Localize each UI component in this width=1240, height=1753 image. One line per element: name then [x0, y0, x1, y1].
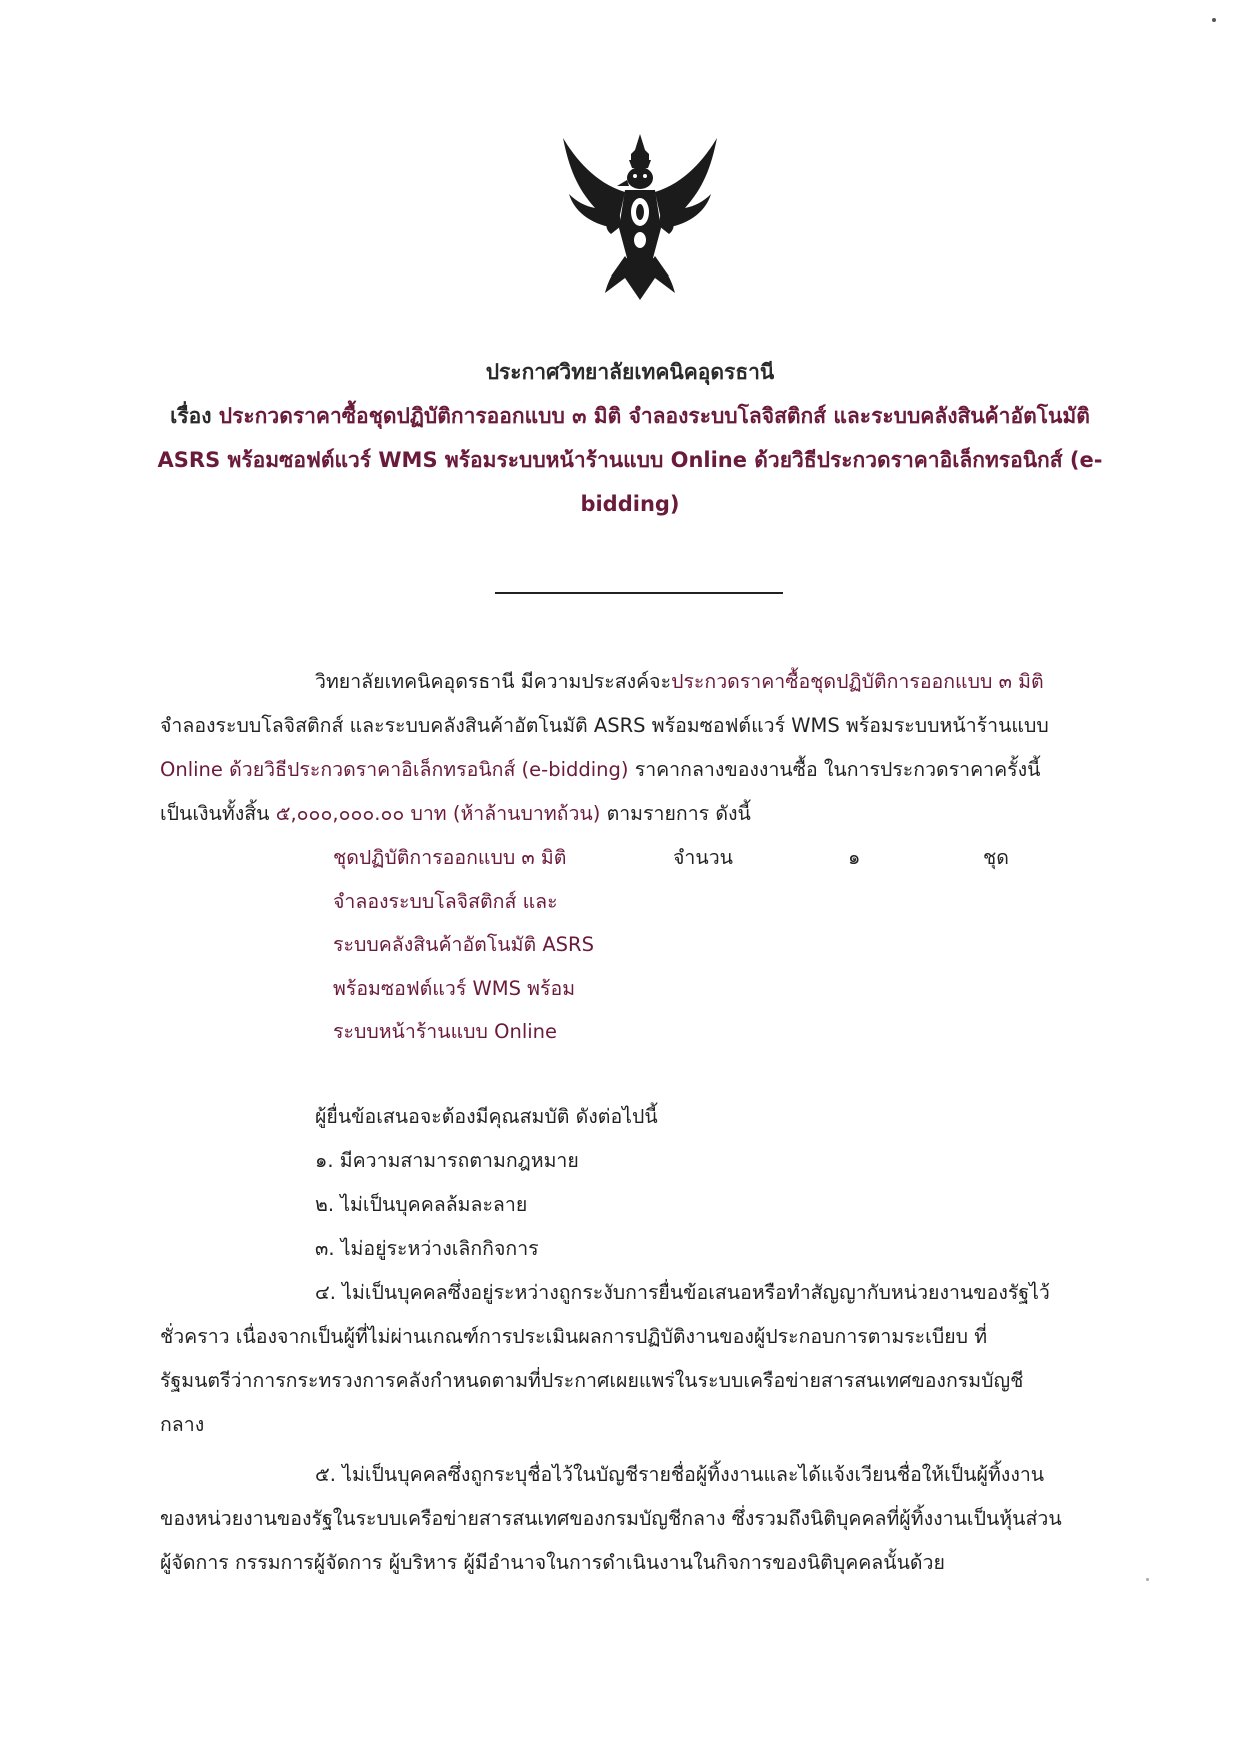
- subject-line-2: ASRS พร้อมซอฟต์แวร์ WMS พร้อมระบบหน้าร้านแบบ Online ด้วยวิธีประกวดราคาอิเล็กทรอนิกส์ (e-: [157, 448, 1103, 472]
- qualification-5-line-3: ผู้จัดการ กรรมการผู้จัดการ ผู้บริหาร ผู้มีอำนาจในการดำเนินงานในกิจการของนิติบุคคลนั้นด้วย: [160, 1551, 945, 1574]
- qualification-4-line-2: ชั่วคราว เนื่องจากเป็นผู้ที่ไม่ผ่านเกณฑ์การประเมินผลการปฏิบัติงานของผู้ประกอบการตามระเบียบ ที่: [160, 1325, 988, 1348]
- intro-line-3b: ราคากลางของงานซื้อ ในการประกวดราคาครั้งนี้: [628, 758, 1041, 781]
- qualifications-section: [160, 1095, 1105, 1585]
- item-name-line-5: ระบบหน้าร้านแบบ Online: [333, 1020, 558, 1043]
- quantity-unit: ชุด: [983, 846, 1009, 869]
- item-row-5: [333, 1010, 1033, 1054]
- intro-line-3: [160, 748, 1105, 792]
- item-name-line-2: จำลองระบบโลจิสติกส์ และ: [333, 889, 558, 913]
- item-name-line-4: พร้อมซอฟต์แวร์ WMS พร้อม: [333, 976, 576, 1000]
- qualification-3: ๓. ไม่อยู่ระหว่างเลิกกิจการ: [315, 1237, 539, 1260]
- qualification-5-line-2: ของหน่วยงานของรัฐในระบบเครือข่ายสารสนเทศของกรมบัญชีกลาง ซึ่งรวมถึงนิติบุคคลที่ผู้ทิ้งงานเป็นหุ้นส่วน: [160, 1507, 1062, 1530]
- intro-line-1: [160, 660, 1105, 704]
- item-row-4: [333, 967, 1033, 1011]
- subject-line-1: [150, 394, 1110, 438]
- qualification-1: ๑. มีความสามารถตามกฎหมาย: [315, 1149, 579, 1172]
- intro-line-4a: เป็นเงินทั้งสิ้น: [160, 802, 276, 825]
- intro-line-4c: ตามรายการ ดังนี้: [600, 802, 751, 825]
- item-row-3: [333, 923, 1033, 967]
- intro-line-1b: ประกวดราคาซื้อชุดปฏิบัติการออกแบบ ๓ มิติ: [671, 670, 1044, 693]
- subject-line-3: bidding): [580, 492, 680, 516]
- qualification-4-line-4: กลาง: [160, 1413, 205, 1436]
- item-name-line-3: ระบบคลังสินค้าอัตโนมัติ ASRS: [333, 933, 594, 956]
- item-row-1: [333, 836, 1033, 880]
- announcement-header: [150, 350, 1110, 526]
- qualifications-heading: ผู้ยื่นข้อเสนอจะต้องมีคุณสมบัติ ดังต่อไปนี้: [315, 1105, 658, 1128]
- quantity-value: ๑: [848, 846, 861, 869]
- issuer-title: ประกาศวิทยาลัยเทคนิคอุดรธานี: [485, 360, 775, 384]
- subject-prefix: เรื่อง: [170, 404, 212, 428]
- item-row-2: [333, 880, 1033, 924]
- garuda-emblem-icon: [555, 128, 725, 308]
- intro-line-1a: วิทยาลัยเทคนิคอุดรธานี มีความประสงค์จะ: [315, 670, 672, 693]
- intro-paragraph: [160, 660, 1105, 836]
- budget-amount: ๕,๐๐๐,๐๐๐.๐๐ บาท (ห้าล้านบาทถ้วน): [275, 802, 601, 825]
- subject-text-1: ประกวดราคาซื้อชุดปฏิบัติการออกแบบ ๓ มิติ จำลองระบบโลจิสติกส์ และระบบคลังสินค้าอัตโนมัติ: [218, 404, 1090, 428]
- header-divider: [495, 592, 783, 594]
- scan-speck: [1146, 1578, 1149, 1581]
- qualification-5-line-1: ๕. ไม่เป็นบุคคลซึ่งถูกระบุชื่อไว้ในบัญชีรายชื่อผู้ทิ้งงานและได้แจ้งเวียนชื่อให้เป็นผู้ทิ้งงาน: [315, 1463, 1045, 1486]
- qualification-4-line-1: ๔. ไม่เป็นบุคคลซึ่งอยู่ระหว่างถูกระงับการยื่นข้อเสนอหรือทำสัญญากับหน่วยงานของรัฐไว้: [315, 1281, 1050, 1304]
- qualification-4-line-3: รัฐมนตรีว่าการกระทรวงการคลังกำหนดตามที่ประกาศเผยแพร่ในระบบเครือข่ายสารสนเทศของกรมบัญชี: [160, 1369, 1024, 1392]
- intro-line-4: [160, 792, 1105, 836]
- intro-line-2: จำลองระบบโลจิสติกส์ และระบบคลังสินค้าอัตโนมัติ ASRS พร้อมซอฟต์แวร์ WMS พร้อมระบบหน้าร้านแบบ: [160, 714, 1049, 737]
- quantity-label: จำนวน: [673, 846, 733, 869]
- procurement-item: [333, 836, 1033, 1054]
- qualification-2: ๒. ไม่เป็นบุคคลล้มละลาย: [315, 1193, 528, 1216]
- scan-speck: [1212, 18, 1216, 22]
- item-name-line-1: ชุดปฏิบัติการออกแบบ ๓ มิติ: [333, 846, 567, 869]
- intro-line-3a: Online ด้วยวิธีประกวดราคาอิเล็กทรอนิกส์ (e-bidding): [160, 758, 629, 781]
